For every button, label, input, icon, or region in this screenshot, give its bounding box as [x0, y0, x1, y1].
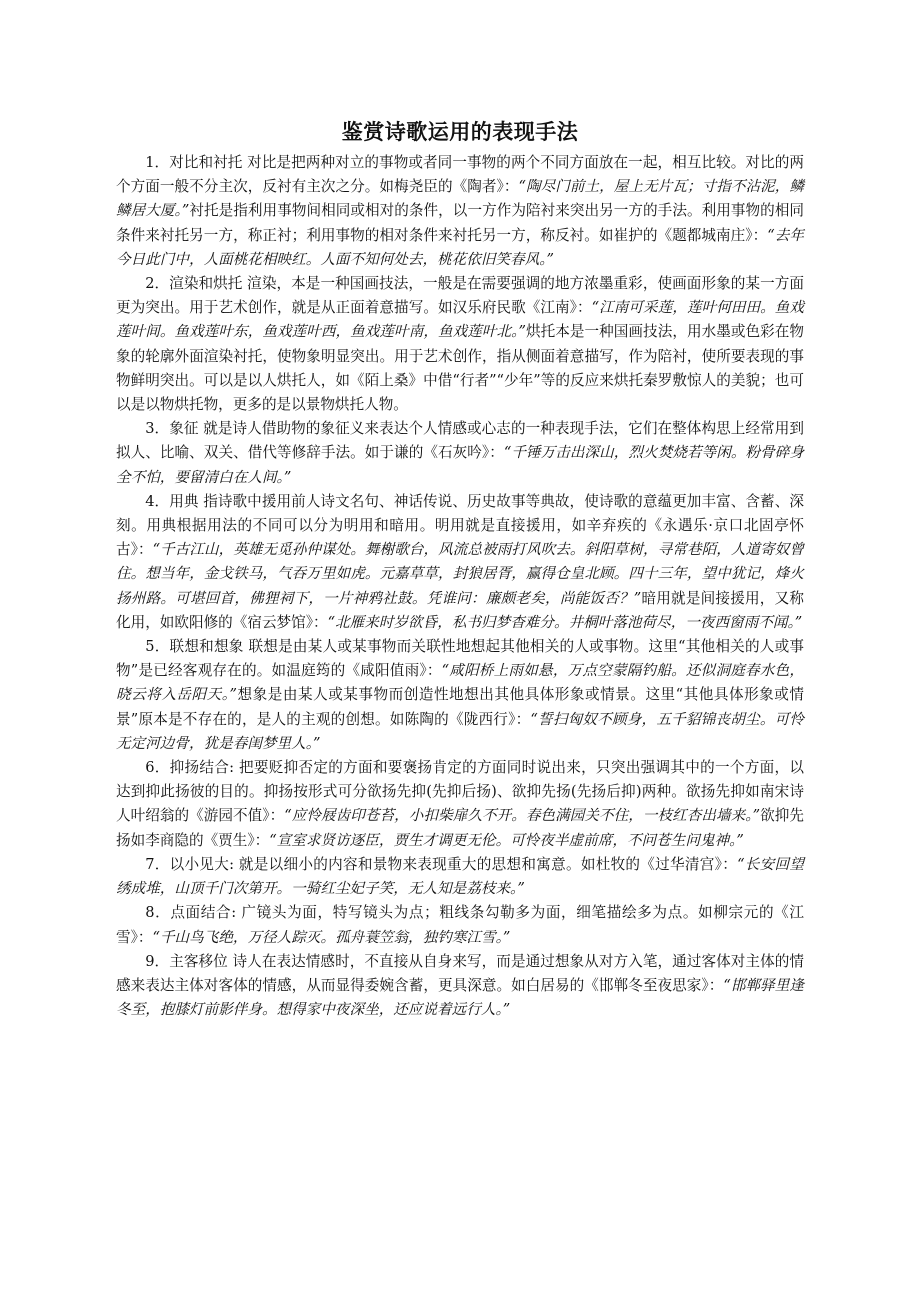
- document-body: [116, 151, 804, 1022]
- section-heading: 主客移位: [169, 952, 228, 970]
- section-number: 6．: [145, 759, 170, 777]
- body-text: 渲染，本是一种国画技法，一般是在需要强调的地方浓墨重彩，使画面形象的某一方面更为突出。用于艺术创作，就是从正面着意描写。如汉乐府民歌《江南》：: [116, 275, 804, 317]
- body-text: 衬托是指利用事物间相同或相对的条件，以一方作为陪衬来突出另一方的手法。利用事物的相同条件来衬托另一方，称正衬；利用事物的相对条件来衬托另一方，称反衬。如崔护的《题都城南庄》：: [116, 202, 804, 244]
- section-paragraph-7: [116, 853, 804, 901]
- section-paragraph-6: [116, 756, 804, 853]
- section-heading: 用典: [169, 492, 199, 510]
- poem-quote: “咸阳桥上雨如悬，万点空蒙隔钓船。还似洞庭春水色，晓云将入岳阳天。”: [116, 662, 804, 704]
- section-heading: 对比和衬托: [169, 154, 243, 171]
- section-heading: 象征: [169, 420, 199, 438]
- section-heading: 点面结合: [170, 904, 232, 922]
- page-title: 鉴赏诗歌运用的表现手法: [341, 120, 579, 144]
- poem-quote: “长安回望绣成堆，山顶千门次第开。一骑红尘妃子笑，无人知是荔枝来。”: [116, 855, 804, 898]
- section-number: 1．: [145, 154, 170, 171]
- section-heading: 联想和想象: [169, 638, 244, 656]
- poem-quote: “北雁来时岁欲昏，私书归梦杳难分。井桐叶落池荷尽，一夜西窗雨不闻。”: [327, 613, 803, 631]
- section-number: 2．: [145, 275, 170, 293]
- section-heading: 渲染和烘托: [169, 275, 243, 293]
- body-text: 想象是由某人或某事物而创造性地想出其他具体形象或情景。这里“其他具体形象或情景”原本是不存在的，是人的主观的创想。如陈陶的《陇西行》：: [116, 686, 804, 728]
- section-heading: 抑扬结合: [169, 759, 230, 777]
- section-number: 9．: [145, 952, 170, 970]
- body-text: 指诗歌中援用前人诗文名句、神话传说、历史故事等典故，使诗歌的意蕴更加丰富、含蓄、深刻。用典根据用法的不同可以分为明用和暗用。明用就是直接援用，如辛弃疾的《永遇乐·京口北固亭怀古》：: [116, 492, 804, 559]
- poem-quote: “陶尽门前土，屋上无片瓦；寸指不沾泥，鳞鳞居大厦。”: [116, 178, 805, 220]
- body-text: 联想是由某人或某事物而关联性地想起其他相关的人或事物。这里“其他相关的人或事物”是已经客观存在的。如温庭筠的《咸阳值雨》：: [116, 638, 804, 680]
- poem-quote: “邯郸驿里逢冬至，抱膝灯前影伴身。想得家中夜深坐，还应说着远行人。”: [116, 976, 804, 1019]
- poem-quote: “去年今日此门中，人面桃花相映红。人面不知何处去，桃花依旧笑春风。”: [116, 226, 804, 268]
- section-number: 7．: [145, 855, 170, 873]
- body-text: 烘托本是一种国画技法，用水墨或色彩在物象的轮廓外面渲染衬托，使物象明显突出。用于艺术创作，指从侧面着意描写，作为陪衬，使所要表现的事物鲜明突出。可以是以人烘托人，如《陌上桑》中借“行者”“少年”等的反应来烘托秦罗敷惊人的美貌；也可以是以物烘托物，更多的是以景物烘托人物。: [116, 323, 804, 414]
- body-text: 暗用就是间接援用，又称化用，如欧阳修的《宿云梦馆》：: [116, 589, 804, 631]
- poem-quote: “誓扫匈奴不顾身，五千貂锦丧胡尘。可怜无定河边骨，犹是春闺梦里人。”: [116, 710, 804, 752]
- section-paragraph-9: [116, 950, 804, 1023]
- section-number: 8．: [145, 904, 171, 922]
- body-text: 诗人在表达情感时，不直接从自身来写，而是通过想象从对方入笔，通过客体对主体的情感来表达主体对客体的情感，从而显得委婉含蓄，更具深意。如白居易的《邯郸冬至夜思家》：: [116, 952, 804, 994]
- body-text: 欲抑先扬如李商隐的《贾生》：: [116, 807, 804, 849]
- poem-quote: “江南可采莲，莲叶何田田。鱼戏莲叶间。鱼戏莲叶东，鱼戏莲叶西，鱼戏莲叶南，鱼戏莲叶北。”: [116, 299, 805, 341]
- section-heading: 以小见大: [169, 855, 230, 873]
- poem-quote: “千锤万击出深山，烈火焚烧若等闲。粉骨碎身全不怕，要留清白在人间。”: [116, 444, 804, 486]
- body-text: : 把要贬抑否定的方面和要褒扬肯定的方面同时说出来，只突出强调其中的一个方面，以达到抑此扬彼的目的。抑扬按形式可分欲扬先抑(先抑后扬)、欲抑先扬(先扬后抑)两种。欲扬先抑如南宋诗人叶绍翁的《游园不值》：: [116, 759, 804, 825]
- section-paragraph-5: [116, 635, 804, 756]
- section-paragraph-1: [116, 151, 804, 272]
- section-number: 4．: [145, 492, 170, 510]
- body-text: 对比是把两种对立的事物或者同一事物的两个不同方面放在一起，相互比较。对比的两个方面一般不分主次，反衬有主次之分。如梅尧臣的《陶者》：: [116, 154, 804, 196]
- section-number: 3．: [145, 420, 170, 438]
- poem-quote: “宣室求贤访逐臣，贾生才调更无伦。可怜夜半虚前席，不问苍生问鬼神。”: [269, 831, 744, 849]
- section-paragraph-8: [116, 901, 804, 949]
- body-text: : 就是以细小的内容和景物来表现重大的思想和寓意。如杜牧的《过华清宫》：: [229, 855, 738, 873]
- poem-quote: “千山鸟飞绝，万径人踪灭。孤舟蓑笠翁，独钓寒江雪。”: [152, 928, 511, 946]
- section-paragraph-4: [116, 490, 804, 635]
- poem-quote: “应怜屐齿印苍苔，小扣柴扉久不开。春色满园关不住，一枝红杏出墙来。”: [284, 807, 761, 825]
- body-text: : 广镜头为面，特写镜头为点；粗线条勾勒多为面，细笔描绘多为点。如柳宗元的《江雪》：: [116, 904, 804, 946]
- section-number: 5．: [145, 638, 170, 656]
- section-paragraph-2: [116, 272, 804, 417]
- body-text: 就是诗人借助物的象征义来表达个人情感或心志的一种表现手法，它们在整体构思上经常用到拟人、比喻、双关、借代等修辞手法。如于谦的《石灰吟》：: [116, 420, 804, 462]
- poem-quote: “千古江山，英雄无觅孙仲谋处。舞榭歌台，风流总被雨打风吹去。斜阳草树，寻常巷陌，人道寄奴曾住。想当年，金戈铁马，气吞万里如虎。元嘉草草，封狼居胥，赢得仓皇北顾。四十三年，望中犹记，烽火扬州路。可堪回首，佛狸祠下，一片神鸦社鼓。凭谁问：廉颇老矣，尚能饭否？”: [116, 541, 804, 607]
- section-paragraph-3: [116, 417, 804, 490]
